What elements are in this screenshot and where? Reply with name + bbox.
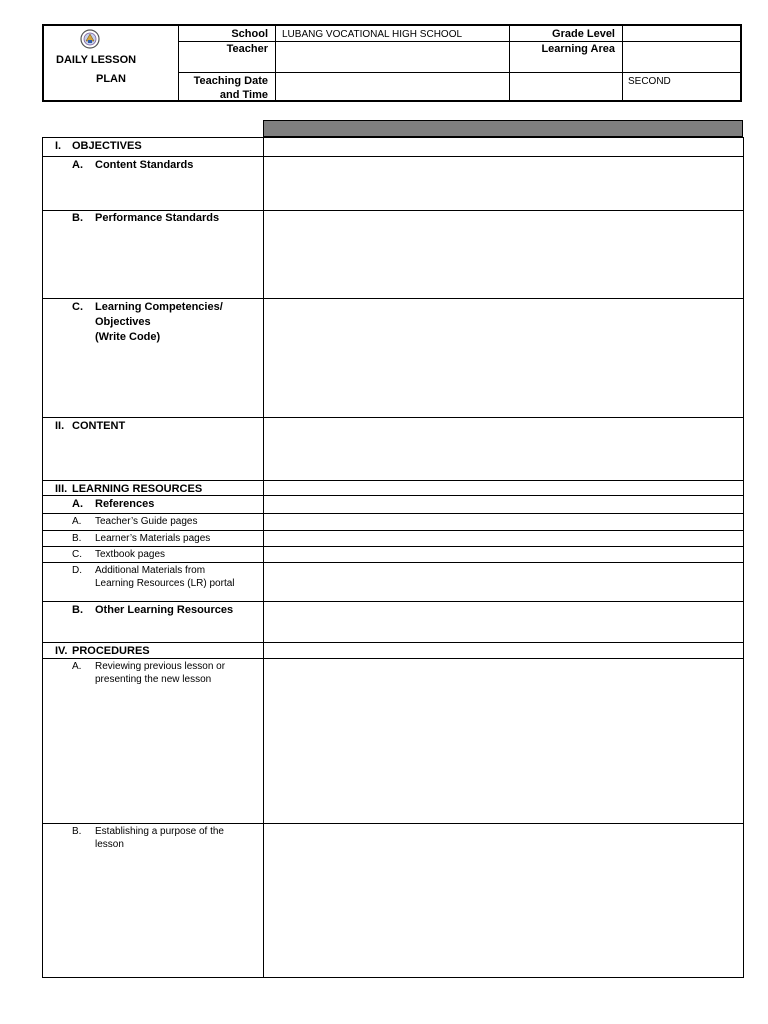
school-label: School <box>231 28 268 40</box>
title-line1: DAILY LESSON <box>56 54 137 66</box>
content-num: II. <box>55 420 65 432</box>
teacher-value <box>276 42 508 72</box>
performance-standards-num: B. <box>72 212 83 224</box>
grade-level-value <box>623 26 740 41</box>
row-divider <box>42 658 744 659</box>
textbook-num: C. <box>72 549 82 560</box>
learning-competencies-label: Learning Competencies/ <box>95 301 223 313</box>
procedures-title: PROCEDURES <box>72 645 150 657</box>
header-divider <box>509 25 510 102</box>
additional-materials-label: Additional Materials from <box>95 565 206 576</box>
textbook-label: Textbook pages <box>95 549 166 560</box>
learners-materials-num: B. <box>72 533 82 544</box>
header-divider <box>178 25 179 102</box>
row-divider <box>42 417 744 418</box>
row-divider <box>42 642 744 643</box>
teaching-date-label-2: and Time <box>219 89 268 101</box>
other-resources-num: B. <box>72 604 83 616</box>
row-divider <box>42 530 744 531</box>
row-divider <box>42 601 744 602</box>
deped-seal-icon <box>80 28 100 50</box>
teaching-date-value <box>276 73 508 101</box>
establishing-purpose-label-2: lesson <box>95 839 124 850</box>
title-line2: PLAN <box>96 73 126 85</box>
row-divider <box>42 156 744 157</box>
teaching-date-label: Teaching Date <box>193 75 268 87</box>
objectives-num: I. <box>55 140 62 152</box>
row-divider <box>42 513 744 514</box>
column-divider <box>263 137 264 978</box>
performance-standards-label: Performance Standards <box>95 212 220 224</box>
content-standards-label: Content Standards <box>95 159 194 171</box>
references-num: A. <box>72 498 83 510</box>
row-divider <box>42 298 744 299</box>
teachers-guide-label: Teacher’s Guide pages <box>95 516 198 527</box>
row-divider <box>42 546 744 547</box>
learning-area-label: Learning Area <box>541 43 615 55</box>
learners-materials-label: Learner’s Materials pages <box>95 533 211 544</box>
establishing-purpose-num: B. <box>72 826 82 837</box>
content-title: CONTENT <box>72 420 126 432</box>
additional-materials-num: D. <box>72 565 82 576</box>
teacher-label: Teacher <box>226 43 268 55</box>
content-standards-num: A. <box>72 159 83 171</box>
quarter-value: SECOND <box>628 76 671 87</box>
learning-competencies-label-2: Objectives <box>95 316 151 328</box>
teachers-guide-num: A. <box>72 516 82 527</box>
learning-competencies-label-3: (Write Code) <box>95 331 161 343</box>
row-divider <box>42 562 744 563</box>
procedures-num: IV. <box>55 645 68 657</box>
resources-num: III. <box>55 483 68 495</box>
reviewing-lesson-num: A. <box>72 661 82 672</box>
references-label: References <box>95 498 155 510</box>
row-divider <box>42 823 744 824</box>
reviewing-lesson-label: Reviewing previous lesson or <box>95 661 226 672</box>
grade-level-label: Grade Level <box>552 28 615 40</box>
objectives-title: OBJECTIVES <box>72 140 142 152</box>
learning-competencies-num: C. <box>72 301 83 313</box>
column-header-band <box>263 120 743 137</box>
row-divider <box>42 480 744 481</box>
other-resources-label: Other Learning Resources <box>95 604 234 616</box>
learning-area-value <box>623 42 740 72</box>
resources-title: LEARNING RESOURCES <box>72 483 203 495</box>
reviewing-lesson-label-2: presenting the new lesson <box>95 674 212 685</box>
additional-materials-label-2: Learning Resources (LR) portal <box>95 578 235 589</box>
school-value: LUBANG VOCATIONAL HIGH SCHOOL <box>282 29 463 40</box>
establishing-purpose-label: Establishing a purpose of the <box>95 826 224 837</box>
